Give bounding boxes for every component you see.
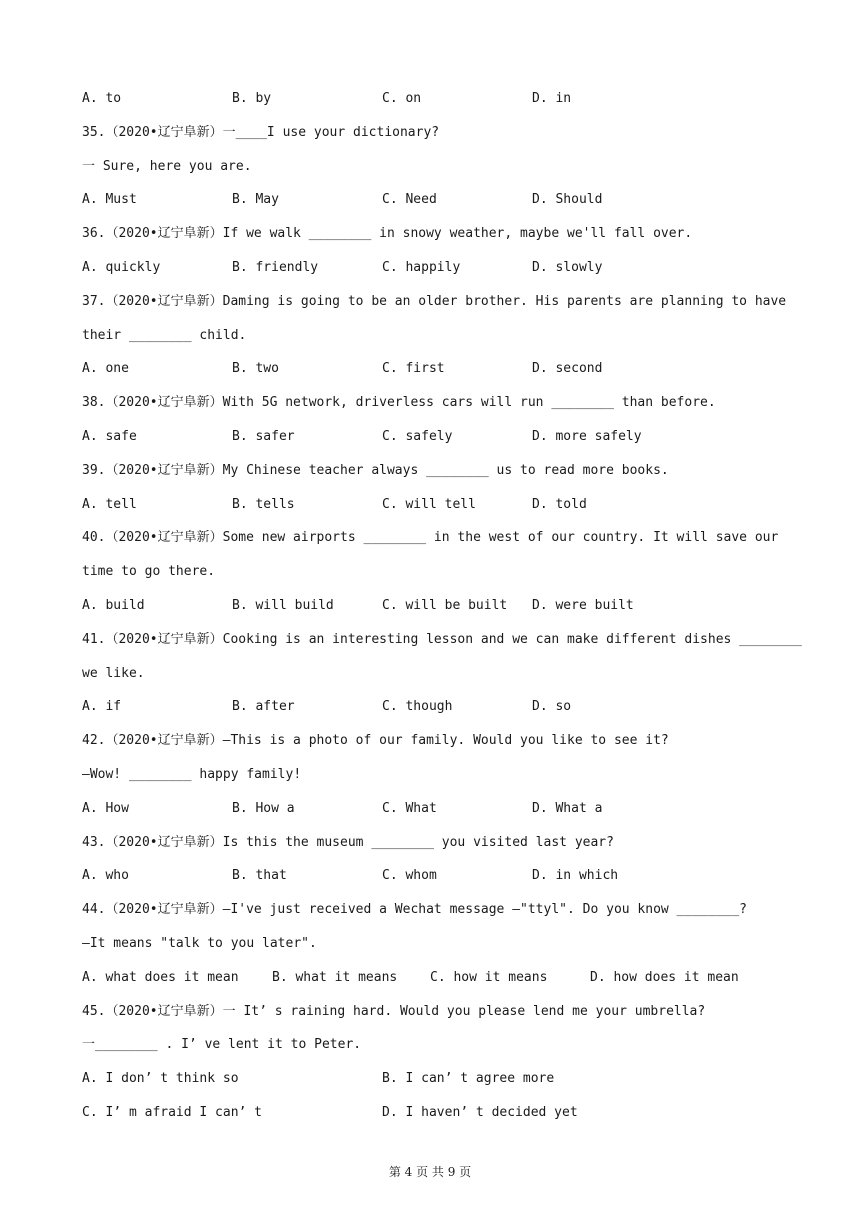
question-dialogue: —Wow! ________ happy family! — [82, 766, 302, 782]
options-row — [82, 690, 782, 724]
option-d: D. second — [532, 361, 603, 377]
question-stem: 36.（2020•辽宁阜新）If we walk ________ in snowy weather, maybe we'll fall over. — [82, 226, 693, 242]
question-stem: 39.（2020•辽宁阜新）My Chinese teacher always ________ us to read more books. — [82, 462, 669, 478]
option-d: D. Should — [532, 192, 603, 208]
question-dialogue: 一________ . I’ ve lent it to Peter. — [82, 1037, 362, 1053]
option-d: D. What a — [532, 800, 603, 816]
option-c: C. will tell — [382, 496, 476, 512]
options-row — [82, 589, 782, 623]
option-b: B. after — [232, 699, 295, 715]
option-b: B. tells — [232, 496, 295, 512]
options-row — [82, 1062, 782, 1096]
page-number: 第 4 页 共 9 页 — [388, 1165, 472, 1179]
option-a: A. what does it mean — [82, 969, 239, 985]
option-a: A. tell — [82, 496, 137, 512]
question-stem: 44.（2020•辽宁阜新）—I've just received a Wechat message —"ttyl". Do you know ________? — [82, 902, 747, 918]
option-b: B. I can’ t agree more — [382, 1071, 555, 1087]
option-a: A. build — [82, 597, 145, 613]
option-c: C. safely — [382, 428, 453, 444]
question-stem: 42.（2020•辽宁阜新）—This is a photo of our family. Would you like to see it? — [82, 733, 669, 749]
option-c: C. will be built — [382, 597, 508, 613]
question-dialogue: —It means "talk to you later". — [82, 935, 317, 951]
option-d: D. in which — [532, 868, 619, 884]
option-d: D. in — [532, 91, 572, 106]
option-b: B. May — [232, 192, 279, 208]
option-a: A. safe — [82, 428, 137, 444]
option-d: D. told — [532, 496, 587, 512]
option-b: B. safer — [232, 428, 295, 444]
option-b: B. two — [232, 361, 279, 377]
question-stem: 40.（2020•辽宁阜新）Some new airports ________ in the west of our country. It will save our — [82, 530, 779, 546]
option-c: C. first — [382, 361, 445, 377]
options-row — [82, 792, 782, 826]
option-c: C. What — [382, 800, 437, 816]
option-a: A. if — [82, 699, 122, 715]
options-row — [82, 183, 782, 217]
options-row — [82, 859, 782, 893]
option-c: C. though — [382, 699, 453, 715]
question-stem: 38.（2020•辽宁阜新）With 5G network, driverless cars will run ________ than before. — [82, 395, 716, 411]
options-row — [82, 82, 782, 116]
question-stem: 35.（2020•辽宁阜新）一____I use your dictionary? — [82, 124, 440, 140]
question-list — [82, 82, 802, 1130]
option-d: D. so — [532, 699, 572, 715]
options-row — [82, 352, 782, 386]
option-b: B. How a — [232, 800, 295, 816]
option-d: D. how does it mean — [590, 969, 739, 985]
option-a: A. one — [82, 361, 129, 377]
options-row — [82, 1096, 782, 1130]
option-b: B. will build — [232, 597, 334, 613]
option-b: B. that — [232, 868, 287, 884]
question-stem: 43.（2020•辽宁阜新）Is this the museum ________ you visited last year? — [82, 834, 614, 850]
option-a: A. quickly — [82, 259, 161, 275]
question-stem: 45.（2020•辽宁阜新）一 It’ s raining hard. Would you please lend me your umbrella? — [82, 1003, 706, 1019]
question-dialogue: 一 Sure, here you are. — [82, 158, 252, 174]
option-c: C. how it means — [430, 969, 548, 985]
option-d: D. more safely — [532, 428, 642, 444]
option-d: D. slowly — [532, 259, 603, 275]
question-stem-continued: their ________ child. — [82, 327, 247, 343]
options-row — [82, 420, 782, 454]
option-c: C. happily — [382, 259, 461, 275]
option-b: B. by — [232, 91, 272, 106]
option-d: D. I haven’ t decided yet — [382, 1104, 578, 1120]
question-stem-continued: time to go there. — [82, 564, 216, 580]
option-c: C. Need — [382, 192, 437, 208]
option-a: A. who — [82, 868, 129, 884]
option-b: B. what it means — [272, 969, 398, 985]
question-stem: 37.（2020•辽宁阜新）Daming is going to be an older brother. His parents are planning to have — [82, 293, 787, 309]
option-b: B. friendly — [232, 259, 319, 275]
options-row — [82, 488, 782, 522]
option-c: C. I’ m afraid I can’ t — [82, 1104, 263, 1120]
options-row — [82, 251, 782, 285]
option-a: A. Must — [82, 192, 137, 208]
option-c: C. on — [382, 91, 422, 106]
question-stem: 41.（2020•辽宁阜新）Cooking is an interesting lesson and we can make different dishes ________ — [82, 631, 802, 647]
options-row — [82, 961, 782, 995]
option-a: A. How — [82, 800, 129, 816]
question-stem-continued: we like. — [82, 665, 145, 681]
option-d: D. were built — [532, 597, 634, 613]
option-a: A. to — [82, 91, 122, 106]
option-c: C. whom — [382, 868, 437, 884]
option-a: A. I don’ t think so — [82, 1071, 239, 1087]
